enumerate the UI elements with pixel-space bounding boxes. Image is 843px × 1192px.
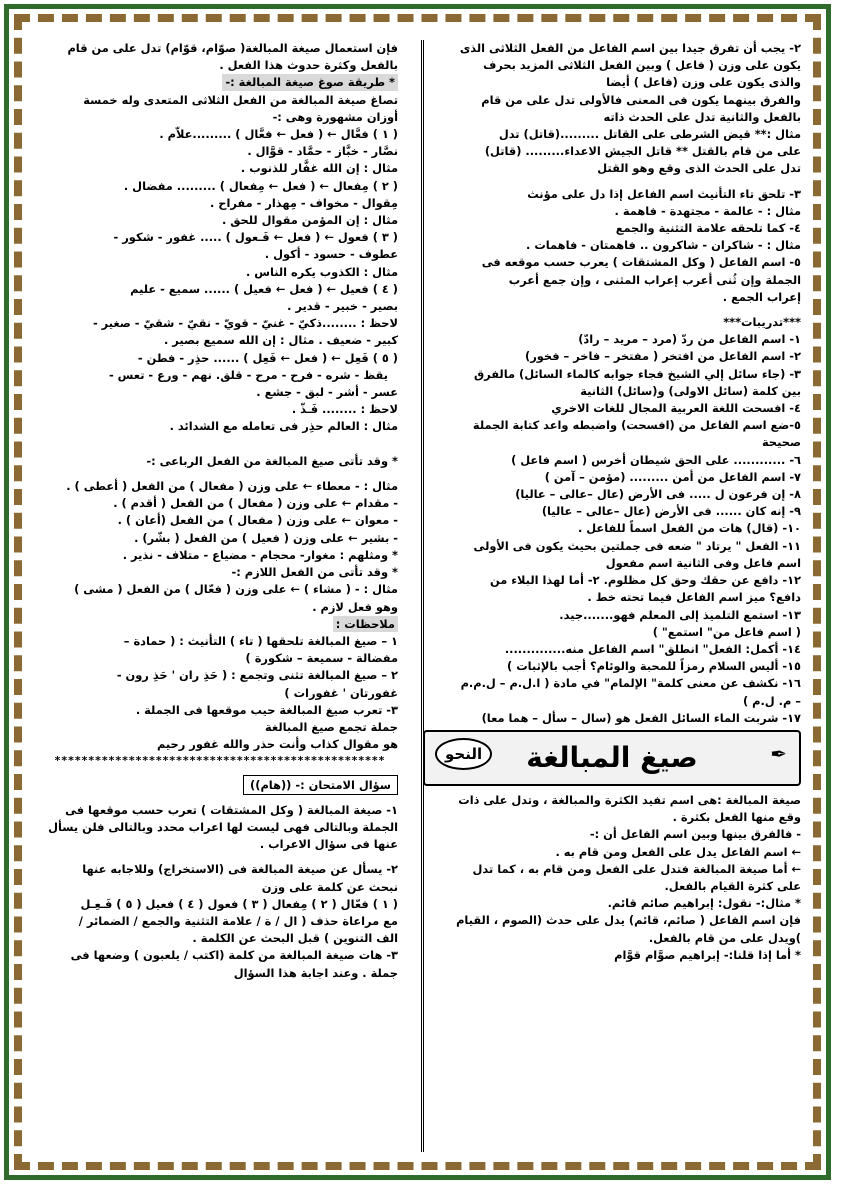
exercise-line: ٥-ضع اسم الفاعل من (افسحت) واضبطه واعد كتابة الجملة	[472, 418, 801, 433]
text-line: نبحث عن كلمة على وزن	[261, 879, 398, 894]
exam-heading-text: سؤال الامتحان :- ((هام))	[243, 775, 398, 795]
text-line: - مقدام ← على وزن ( مفعال ) من الفعل ( أقدم ) .	[113, 496, 398, 511]
exam-heading	[42, 771, 398, 801]
text-line: مثال : إن الله غفَّار للذنوب .	[240, 161, 398, 176]
text-line: مثال : - عالمة - مجتهدة - فاهمة .	[614, 203, 801, 218]
pen-icon: ✒	[770, 741, 787, 766]
text-line: مثال : إن المؤمن مقوال للحق .	[221, 213, 398, 228]
right-column	[423, 40, 801, 1152]
text-line: وهو فعل لازم .	[312, 599, 398, 614]
text-line: نصَّار - خبَّاز - حمَّاد - قوَّال .	[247, 144, 398, 159]
exercise-line: ١٥- أليس السلام رمزاً للمحبة والوئام؟ أجب بالإثبات )	[507, 659, 801, 674]
text-line: بالفعل وكثرة حدوث هذا الفعل .	[219, 58, 398, 73]
text-line: كبير - ضعيف . مثال : إن الله سميع بصير .	[164, 333, 398, 348]
text-line: عسر - أشر - لبق - جشع .	[256, 385, 398, 400]
text-line: ٣- هات صيغة المبالغة من كلمة (اكتب / يلعبون ) وضعها فى	[70, 948, 398, 963]
text-line: أوزان مشهورة وهى :-	[272, 109, 398, 124]
note-text: يقظ - شره - فرح - مرح - قلق. نهم - ورع - تعس -	[108, 367, 389, 382]
text-line: الجملة وبالتالى فهى ليست لها اعراب محدد وبالتالى فلن يسأل	[48, 819, 398, 834]
note-line	[42, 367, 398, 383]
text-line: عنها فى سؤال الاعراب .	[259, 837, 398, 852]
text-line: يكون على وزن ( فاعل ) وبين الفعل الثلاثى المزيد بحرف	[483, 58, 801, 73]
text-line: جملة تجمع صيغ المبالغة	[264, 719, 398, 734]
text-line: عطوف - حسود - أكول .	[264, 247, 398, 262]
exercise-line: – م. ل.م )	[742, 693, 801, 708]
text-line: ٢ – صيغ المبالغة تثنى وتجمع : ( حَذِ ران ' حَذِ رون -	[116, 668, 398, 683]
text-line: ( ٣ ) فعول ← ( فعل ← فَـعول ) ..... غفور - شكور -	[113, 230, 398, 245]
exercise-line: ٢- اسم الفاعل من افتخر ( مفتخر – فاخر – فخور)	[525, 349, 801, 364]
exercise-line: ١٢- دافع عن حقك وحق كل مظلوم. ٢- أما لهذا البلاء من	[489, 573, 801, 588]
notes-heading	[42, 616, 398, 632]
text-line: لاحظ : ........ فَـذّ .	[291, 402, 398, 417]
text-line: )ويدل على من قام بالفعل.	[648, 930, 801, 945]
text-line: ٥- اسم الفاعل ( وكل المشتقات ) يعرب حسب موقعه فى	[481, 255, 801, 270]
text-line: مثال : العالم حذِر فى تعامله مع الشدائد .	[169, 419, 398, 434]
exercise-line: ١٣- استمع التلميذ إلى المعلم فهو.......جيد.	[559, 607, 801, 622]
section-heading	[42, 74, 398, 90]
text-line: ٢- يجب أن تفرق جيدا بين اسم الفاعل من الفعل الثلاثى الذى	[459, 41, 801, 55]
text-line: هو مقوال كذاب وأنت حذر والله غفور رحيم	[156, 737, 398, 752]
exercise-line: ٨- إن فرعون ل ..... فى الأرض (عال –عالى – عاليا)	[515, 487, 801, 502]
exercise-line: ٣- (جاء سائل إلي الشيخ فجاء جوابه كالماء السائل) مالفرق	[473, 366, 801, 381]
text-line: ( ٥ ) فَعِل ← ( فعل ← فَعِل ) ...... حذِر - فطن -	[137, 350, 398, 365]
text-line: * مثال:- نقول: إبراهيم صائم قائم.	[607, 896, 801, 911]
text-line: * أما إذا قلنا:- إبراهيم صوَّام قوَّام	[614, 947, 801, 962]
text-line: * وقد تأتى صيغ المبالغة من الفعل الرباعى :-	[146, 453, 398, 468]
section-heading-text: * طريقة صوغ صيغة المبالغة :-	[222, 74, 398, 90]
exercise-line: ١١- الفعل " يرتاد " ضعه فى جملتين بحيث يكون فى الأولى	[473, 538, 801, 553]
text-line: مع مراعاة حذف ( ال / ة / علامة التثنية والجمع / الضمائر /	[78, 913, 398, 928]
exercise-line: ١٠- (قال) هات من الفعل اسماً للفاعل .	[577, 521, 801, 536]
text-line: ١- صيغة المبالغة ( وكل المشتقات ) تعرب حسب موقعها فى	[65, 802, 398, 817]
text-line: ( ١ ) فعَّال ← ( فعل ← فعَّال ) .........علاّم .	[159, 127, 398, 142]
text-line: ٢- يسأل عن صيغة المبالغة فى (الاستخراج) وللاجابه عنها	[82, 862, 398, 877]
text-line: تصاغ صيغة المبالغة من الفعل الثلاثى المتعدى وله خمسة	[83, 92, 398, 107]
text-line: * ومثلهم : مغوار- محجام - مضياع - متلاف - نذير .	[122, 547, 398, 562]
text-line: ٣- تلحق تاء التأنيث اسم الفاعل إذا دل على مؤنث	[527, 186, 801, 201]
text-line: فإن استعمال صيغة المبالغة( صوّام، قوّام) تدل على من قام	[67, 41, 398, 55]
text-line: بالفعل والثانية تدل على الحدث ذاته	[603, 109, 801, 124]
exercise-line: ١٤- أكمل: الفعل" انطلق" اسم الفاعل منه..............	[504, 641, 801, 656]
exercise-line: ٦- ............ على الحق شيطان أخرس ( اسم فاعل )	[511, 452, 801, 467]
text-line: مفضالة - سميعة – شكورة )	[245, 651, 398, 666]
exercise-line: ( اسم فاعل من" استمع" )	[652, 624, 801, 639]
text-line: صيغة المبالغة :هى اسم تفيد الكثرة والمبالغة ، وتدل على ذات	[458, 792, 801, 807]
exercise-line: اسم فاعل وفى الثانية اسم مفعول	[605, 555, 801, 570]
text-line: - معوان ← على وزن ( مفعال ) من الفعل (أعان ) .	[117, 513, 398, 528]
text-line: ( ٢ ) مِفعال ← ( فعل ← مِفعال ) ......... مفضال .	[123, 178, 398, 193]
text-line: ٤- كما تلحقه علامة التثنية والجمع	[615, 221, 801, 236]
text-line: الف التنوين ) قبل البحث عن الكلمة .	[192, 931, 398, 946]
exercise-line: ١٦- نكشف عن معنى كلمة" الإلمام" في مادة ( ا.ل.م – ل.م.م	[460, 676, 801, 691]
text-line: وقع منها الفعل بكثرة .	[672, 810, 801, 825]
text-line: مثال : الكذوب يكره الناس .	[245, 264, 398, 279]
note-line	[42, 436, 398, 452]
text-line: غفورتان ' غفورات )	[284, 685, 398, 700]
text-line: الجملة وإن ثُنى أعرب إعراب المثنى ، وإن جمع أعرب	[508, 272, 801, 287]
text-line: جملة . وعند اجابة هذا السؤال	[233, 965, 398, 980]
text-line: ( ٤ ) فعيل ← ( فعل ← فعيل ) ...... سميع - عليم	[130, 281, 398, 296]
text-line: * وقد تأتى من الفعل اللازم :-	[231, 565, 398, 580]
text-line: إعراب الجمع .	[722, 289, 801, 304]
exercise-line: دافع؟ ميز اسم الفاعل فيما تحته خط .	[587, 590, 801, 605]
text-line: والفرق بينهما يكون فى المعنى فالأولى تدل على من قام	[481, 92, 801, 107]
text-line: ٣- تعرب صيغ المبالغة حيب موقعها فى الجملة .	[135, 702, 398, 717]
text-line: ١ – صيغ المبالغة تلحقها ( تاء ) التأنيث : ( حمادة –	[123, 633, 398, 648]
text-line: مثال : - معطاء ← على وزن ( مفعال ) من الفعل ( أعطى ) .	[66, 479, 398, 494]
exercise-line: ١- اسم الفاعل من ردّ (مرد – مريد – رادّ)	[578, 332, 801, 347]
exercise-line: بين كلمة (سائل الاولى) و(سائل) الثانية	[580, 383, 801, 398]
text-line: مثال :** قيض الشرطى على القاتل .........(قاتل) تدل	[498, 127, 801, 142]
exercise-line: ٤- افسحت اللغة العربية المجال للغات الاخري	[551, 401, 801, 416]
lesson-title-banner	[423, 730, 801, 786]
exercise-line: ٧- اسم الفاعل من أمن ......... (مؤمن – آمن )	[544, 469, 801, 484]
text-line: فإن اسم الفاعل ( صائم، قائم) يدل على حدث (الصوم ، القيام	[456, 913, 801, 928]
exercise-line: ١٧- شربت الماء السائل الفعل هو (سال – سأل – هما معا)	[481, 710, 801, 725]
notes-heading-text: ملاحظات :	[333, 616, 398, 632]
text-line: مِقوال - مخواف - مِهذار - مفراح .	[209, 195, 398, 210]
lesson-title: صيغ المبالغة	[526, 740, 698, 774]
text-line: بصير - خبير - قدير .	[287, 299, 398, 314]
text-line: - فالفرق بينها وبين اسم الفاعل أن :-	[589, 827, 801, 842]
text-line: مثال : - شاكران - شاكرون .. فاهمتان - فاهمات .	[526, 238, 801, 253]
text-line: ← اسم الفاعل يدل على الفعل ومن قام به .	[555, 844, 801, 859]
text-line: مثال : - ( مشاء ) ← على وزن ( فعّال ) من الفعل ( مشى )	[74, 582, 398, 597]
stars-separator: *************************************************	[54, 754, 386, 768]
left-column	[42, 40, 398, 1152]
text-line: - بشير ← على وزن ( فعيل ) من الفعل ( بشّر) .	[134, 530, 398, 545]
exercise-line: ٩- إنه كان ...... فى الأرض (عال –عالى – عاليا)	[541, 504, 801, 519]
exercises-heading: ***تدريبات***	[723, 315, 801, 330]
exercise-line: صحيحة	[762, 435, 801, 450]
subject-badge: النحو	[435, 738, 492, 770]
text-line: والذى يكون على وزن (فاعل ) أيضا	[606, 75, 801, 90]
text-line: ← أما صيغة المبالغة فتدل على الفعل ومن قام به ، كما تدل	[472, 861, 801, 876]
text-line: لاحظ : ........ذكيّ - غنيّ - قويّ - نقيّ - شقيّ - صغير -	[92, 316, 398, 331]
text-line: على كثرة القيام بالفعل.	[664, 878, 801, 893]
text-line: تدل على الحدث الذى وقع وهو القتل	[597, 161, 801, 176]
text-line: على من قام بالقتل ** قاتل الجيش الاعداء......... (قاتل)	[484, 144, 801, 159]
text-line: ( ١ ) فعّال ( ٢ ) مِفعال ( ٣ ) فعول ( ٤ ) فعيل ( ٥ ) فَـعِـل	[80, 896, 398, 911]
